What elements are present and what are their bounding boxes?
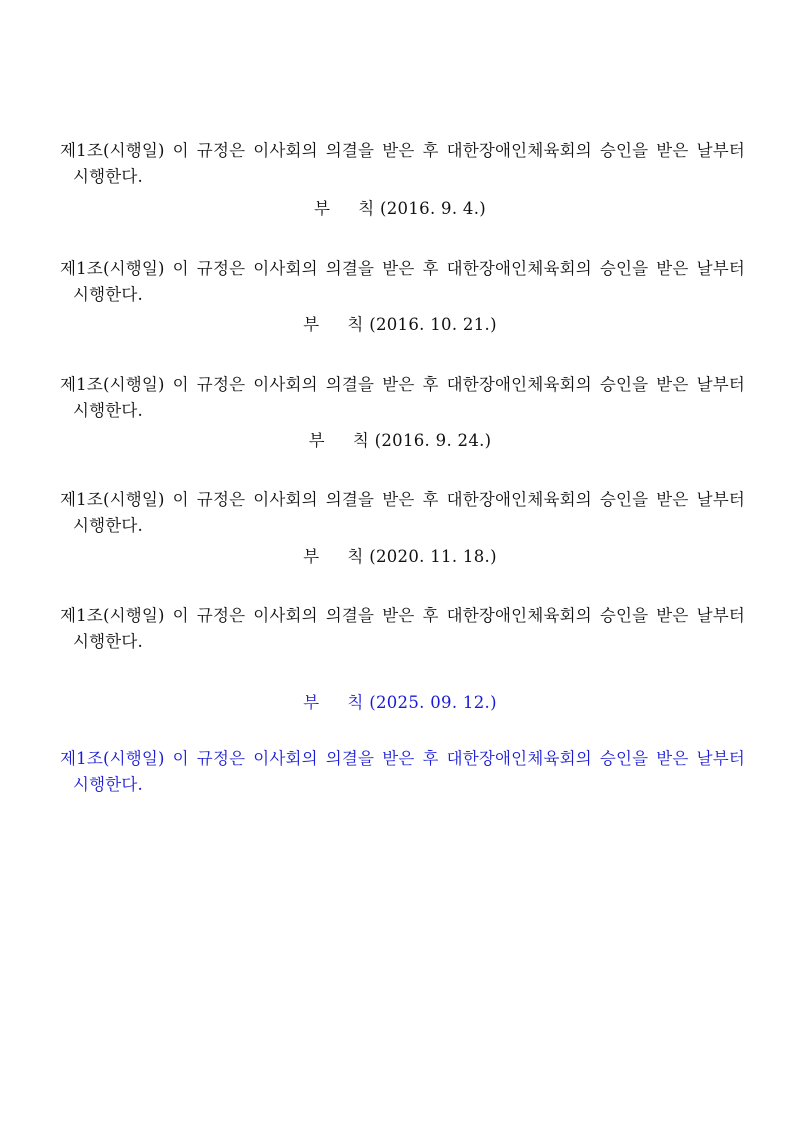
addenda-heading-word: 칙	[347, 693, 364, 712]
article-text-continuation: 시행한다.	[73, 401, 144, 420]
addenda-date: (2016. 9. 24.)	[374, 431, 492, 450]
addenda-heading-word: 칙	[358, 199, 375, 218]
addenda-heading	[0, 545, 800, 569]
addenda-heading	[0, 313, 800, 337]
article-paragraph	[60, 138, 745, 190]
article-paragraph	[60, 372, 745, 424]
article-paragraph	[60, 603, 745, 655]
addenda-date: (2016. 10. 21.)	[369, 315, 497, 334]
addenda-heading-word: 부	[308, 431, 325, 450]
addenda-date: (2025. 09. 12.)	[369, 693, 497, 712]
addenda-heading-word: 칙	[347, 547, 364, 566]
article-text-line: 제1조(시행일) 이 규정은 이사회의 의결을 받은 후 대한장애인체육회의 승인을 받은 날부터	[60, 259, 745, 278]
addenda-heading	[0, 429, 800, 453]
addenda-date: (2020. 11. 18.)	[369, 547, 497, 566]
addenda-heading-amended	[0, 691, 800, 715]
addenda-heading-word: 부	[313, 199, 331, 218]
addenda-heading-word: 칙	[347, 315, 364, 334]
article-text-line: 제1조(시행일) 이 규정은 이사회의 의결을 받은 후 대한장애인체육회의 승인을 받은 날부터	[60, 490, 745, 509]
article-text-line: 제1조(시행일) 이 규정은 이사회의 의결을 받은 후 대한장애인체육회의 승인을 받은 날부터	[60, 375, 745, 394]
addenda-heading-word: 칙	[352, 431, 370, 450]
article-paragraph-amended	[60, 746, 745, 798]
addenda-heading-word: 부	[303, 693, 320, 712]
addenda-heading-word: 부	[303, 315, 320, 334]
addenda-heading	[0, 197, 800, 221]
article-text-continuation: 시행한다.	[73, 167, 144, 186]
article-paragraph	[60, 256, 745, 308]
article-text-continuation: 시행한다.	[73, 516, 144, 535]
addenda-heading-word: 부	[303, 547, 320, 566]
article-text-line: 제1조(시행일) 이 규정은 이사회의 의결을 받은 후 대한장애인체육회의 승인을 받은 날부터	[60, 606, 745, 625]
article-text-continuation: 시행한다.	[73, 632, 144, 651]
article-text-continuation: 시행한다.	[73, 285, 144, 304]
addenda-date: (2016. 9. 4.)	[380, 199, 487, 218]
article-paragraph	[60, 487, 745, 539]
article-text-continuation: 시행한다.	[73, 775, 144, 794]
article-text-line: 제1조(시행일) 이 규정은 이사회의 의결을 받은 후 대한장애인체육회의 승인을 받은 날부터	[60, 141, 745, 160]
article-text-line: 제1조(시행일) 이 규정은 이사회의 의결을 받은 후 대한장애인체육회의 승인을 받은 날부터	[60, 749, 745, 768]
